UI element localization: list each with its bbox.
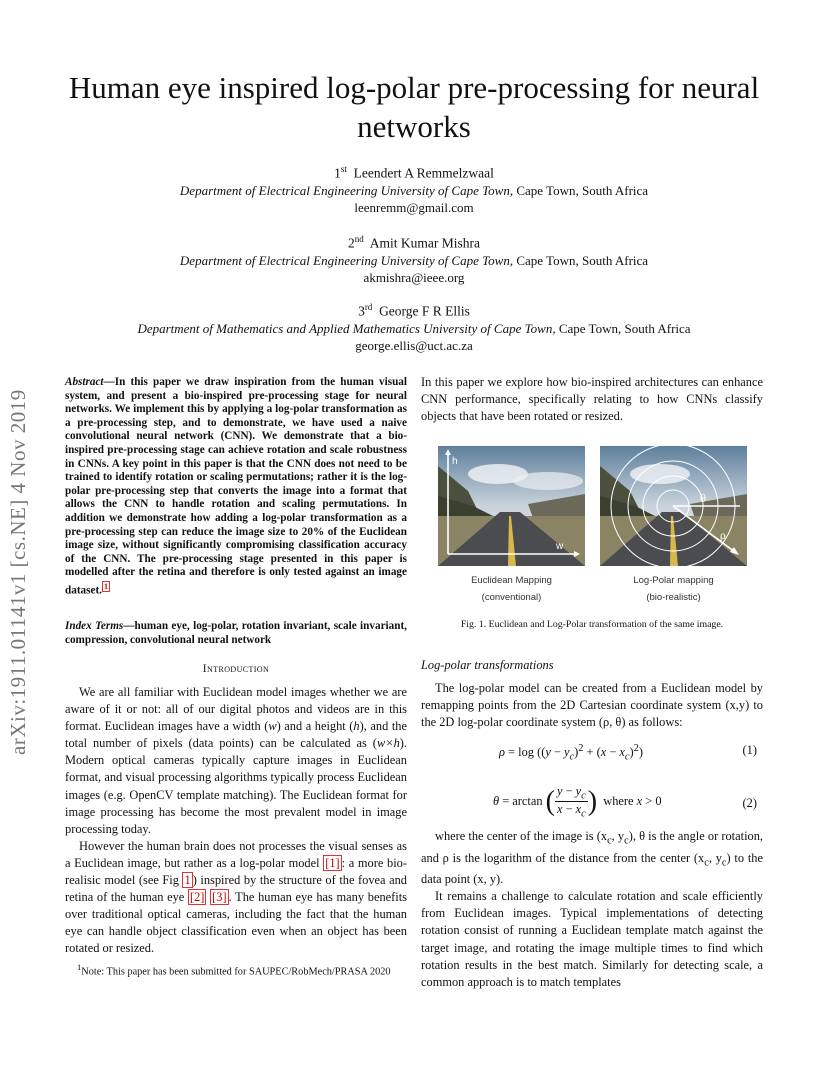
axis-h-label: h bbox=[452, 456, 458, 467]
axis-w-label: w bbox=[556, 541, 564, 552]
logpolar-road-photo bbox=[600, 446, 747, 566]
subsection-heading: Log-polar transformations bbox=[421, 658, 554, 672]
logpolar-paragraph-2: where the center of the image is ($x_c$, $y_c$), θ is the angle or rotation, and ρ is the logarithm of the distance from the center ($x_c$, $y_c$) to the data point (x, y). It remains a challenge to calculate rotation and scale efficiently from Euclidean images. Typical implementations of detecting rotation consist of running a Euclidean template match against the target image, and rotating the image multiple times to find which rotation results in the best match. Similarly for detecting scale, a common approach is to match templates bbox=[421, 829, 764, 989]
author-name: 1st Leendert A Remmelzwaal bbox=[334, 164, 494, 181]
paper-title: Human eye inspired log-polar pre-processing for neural networks bbox=[68, 70, 760, 144]
figure-caption: Fig. 1. Euclidean and Log-Polar transformation of the same image. bbox=[460, 619, 724, 630]
arxiv-identifier: arXiv:1911.01141v1 [cs.NE] 4 Nov 2019 bbox=[6, 389, 30, 755]
author-name: 3rd George F R Ellis bbox=[358, 302, 470, 319]
citation-link[interactable]: [1] bbox=[325, 855, 340, 870]
equation-number: (2) bbox=[742, 796, 757, 810]
author-affiliation: Department of Electrical Engineering University of Cape Town, Cape Town, South Africa bbox=[179, 182, 649, 198]
citation-link[interactable]: [3] bbox=[212, 890, 227, 905]
author-block-3 bbox=[40, 299, 788, 354]
logpolar-label: Log-Polar mapping (bio-realistic) bbox=[633, 575, 714, 603]
logpolar-image bbox=[600, 446, 747, 566]
author-block-2 bbox=[40, 231, 788, 286]
author-email: akmishra@ieee.org bbox=[363, 269, 465, 285]
figure-1 bbox=[438, 446, 748, 606]
euclidean-label: Euclidean Mapping (conventional) bbox=[471, 575, 552, 603]
author-name: 2nd Amit Kumar Mishra bbox=[347, 234, 480, 251]
index-terms: Index Terms—human eye, log-polar, rotation invariant, scale invariant, compression, convolutional neural network bbox=[65, 620, 407, 646]
axis-rho-label: ρ bbox=[720, 531, 726, 542]
author-email: leenremm@gmail.com bbox=[354, 199, 474, 215]
footnote: $^1$Note: This paper has been submitted for SAUPEC/RobMech/PRASA 2020 bbox=[77, 962, 391, 978]
abstract: Abstract—In this paper we draw inspiration from the human visual system, and present a bio-inspired pre-processing stage for neural networks. We implement this by applying a log-polar transformation as a pre-processing step, and to demonstrate, we have used a naive convolutional neural network (CNN). We demonstrate that a bio-inspired pre-processing stage can achieve rotation and scale robustness in CNNs. A key point in this paper is that the CNN does not need to be trained to identify rotation or scaling permutations; rather it is the log-polar pre-processing step that converts the image into a format that allows the CNN to handle rotation and scaling permutations. In addition we demonstrate how adding a log-polar transformation as a pre-processing step can reduce the image size to 20% of the Euclidean image size, without significantly compromising classification accuracy of the CNN. The pre-processing stage presented in this paper is modelled after the retina and therefore is only tested against an image dataset. $^1$ bbox=[65, 376, 407, 597]
equation-2: θ = arctan ( $\frac{y - y_c}{x - x_c}$ ) where x > 0 (2) bbox=[493, 784, 757, 820]
author-affiliation: Department of Electrical Engineering University of Cape Town, Cape Town, South Africa bbox=[179, 252, 649, 268]
author-affiliation: Department of Mathematics and Applied Mathematics University of Cape Town, Cape Town, South Africa bbox=[137, 320, 691, 336]
author-email: george.ellis@uct.ac.za bbox=[355, 337, 473, 353]
axis-theta-label: θ bbox=[700, 494, 707, 505]
euclidean-road-photo bbox=[438, 446, 585, 566]
section-heading-introduction: Introduction bbox=[202, 663, 270, 675]
citation-link[interactable]: [2] bbox=[189, 890, 205, 905]
euclidean-image bbox=[438, 446, 585, 566]
equation-1: $\rho = \log ((y - y_c)^2 + (x - x_c)^2)$ (1) bbox=[499, 743, 757, 763]
figure-link[interactable]: 1 bbox=[184, 873, 191, 888]
footnote-ref[interactable]: 1 bbox=[103, 581, 108, 591]
paragraph: However the human brain does not processes the visual senses as a Euclidean image, but rather as a log-polar model [1] : a more bio-realisic model (see Fig 1 ) inspired by the structure of the fovea and retina of the human eye [2] [3] . The human eye has many benefits over traditional optical cameras, including the fact that the human eye can handle object classification even when an object has been rotated or resized. bbox=[65, 838, 407, 956]
equation-number: (1) bbox=[742, 743, 757, 757]
logpolar-paragraph-1: The log-polar model can be created from a Euclidean model by remapping points from the 2D Cartesian coordinate system (x,y) to the 2D log-polar coordinate system (ρ, θ) as follows: bbox=[421, 681, 763, 730]
author-block-1 bbox=[40, 161, 788, 216]
intro-right-paragraph: In this paper we explore how bio-inspired architectures can enhance CNN performance, specifically relating to how CNNs classify objects that have been rotated or resized. bbox=[421, 375, 763, 424]
introduction-body bbox=[65, 684, 407, 958]
paragraph: We are all familiar with Euclidean model images whether we are aware of it or not: all of our digital photos and videos are in this format. Euclidean images have a width (w) and a height (h), and the total number of pixels (data points) can be calculated as (w×h). Modern optical cameras typically capture images in Euclidean format, and visual processing algorithms typically process Euclidean images (e.g. OpenCV template matching). The Euclidean format for image processing has become the most prevalent model in image processing today. bbox=[65, 685, 407, 836]
